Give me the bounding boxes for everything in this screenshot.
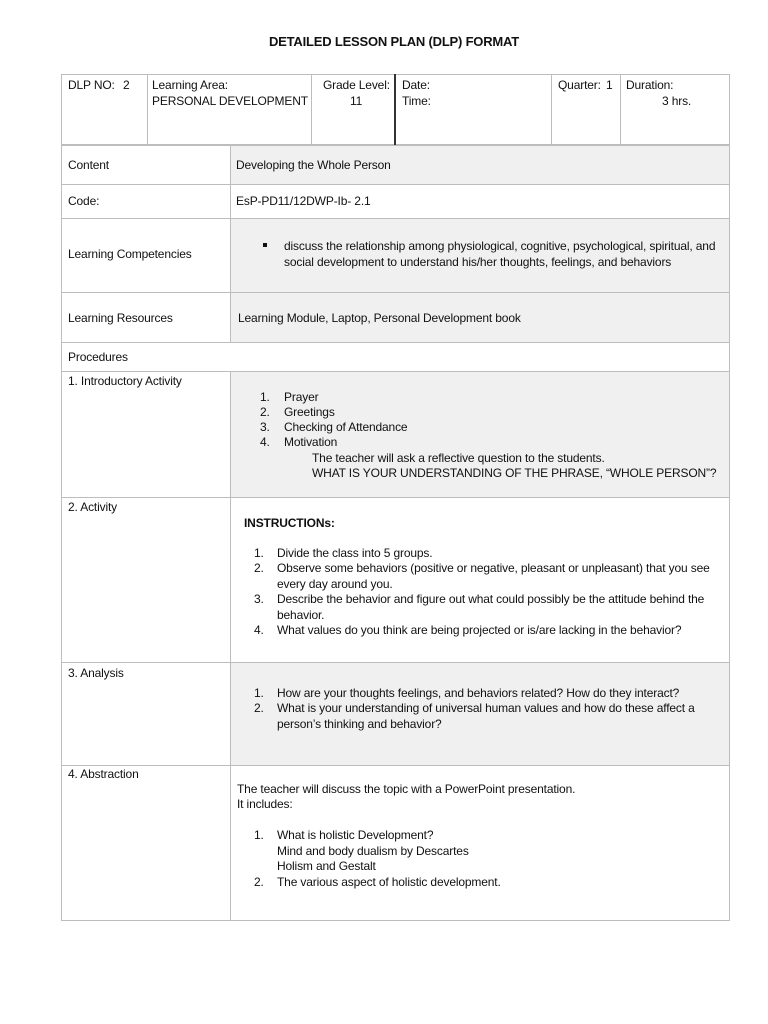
grade-level-value: 11 — [350, 94, 363, 108]
intro-item-num: 3. — [260, 420, 270, 434]
intro-item-num: 4. — [260, 435, 270, 449]
intro-item: Greetings — [284, 405, 335, 419]
abstraction-item: What is holistic Development? — [277, 828, 434, 842]
intro-item: Motivation — [284, 435, 338, 449]
analysis-item: What is your understanding of universal human values and how do these affect a — [277, 701, 695, 715]
abstraction-includes: It includes: — [237, 797, 293, 811]
duration-value: 3 hrs. — [662, 94, 692, 108]
instructions-heading: INSTRUCTIONs: — [244, 516, 335, 530]
quarter-label: Quarter: — [558, 78, 601, 92]
document-title: DETAILED LESSON PLAN (DLP) FORMAT — [268, 34, 520, 49]
abstraction-intro: The teacher will discuss the topic with a PowerPoint presentation. — [237, 782, 576, 796]
date-label: Date: — [402, 78, 430, 92]
activity-item-num: 4. — [254, 623, 264, 637]
activity-item-num: 1. — [254, 546, 264, 560]
analysis-item-num: 2. — [254, 701, 264, 715]
analysis-item: How are your thoughts feelings, and behaviors related? How do they interact? — [277, 686, 680, 700]
activity-item: What values do you think are being projected or is/are lacking in the behavior? — [277, 623, 682, 637]
quarter-value: 1 — [606, 78, 613, 92]
activity-item-num: 2. — [254, 561, 264, 575]
duration-label: Duration: — [626, 78, 674, 92]
code-label: Code: — [68, 194, 100, 208]
intro-item-num: 1. — [260, 390, 270, 404]
activity-item-cont: behavior. — [277, 608, 325, 622]
intro-item-num: 2. — [260, 405, 270, 419]
intro-question: WHAT IS YOUR UNDERSTANDING OF THE PHRASE, “WHOLE PERSON”? — [312, 466, 717, 480]
activity-item: Describe the behavior and figure out what could possibly be the attitude behind the — [277, 592, 705, 606]
abstraction-item-num: 2. — [254, 875, 264, 889]
abstraction-subitem: Holism and Gestalt — [277, 859, 376, 873]
activity-item: Observe some behaviors (positive or negative, pleasant or unpleasant) that you see — [277, 561, 710, 575]
intro-note: The teacher will ask a reflective question to the students. — [312, 451, 605, 465]
competency-line-2: social development to understand his/her thoughts, feelings, and behaviors — [284, 255, 672, 269]
analysis-label: 3. Analysis — [68, 666, 124, 680]
competencies-label: Learning Competencies — [68, 247, 192, 261]
intro-item: Checking of Attendance — [284, 420, 408, 434]
abstraction-subitem: Mind and body dualism by Descartes — [277, 844, 469, 858]
resources-label: Learning Resources — [68, 311, 173, 325]
procedures-label: Procedures — [68, 350, 128, 364]
dlp-no-label: DLP NO: — [68, 78, 115, 92]
learning-area-value: PERSONAL DEVELOPMENT — [152, 94, 308, 108]
time-label: Time: — [402, 94, 431, 108]
competency-line-1: discuss the relationship among physiological, cognitive, psychological, spiritual, and — [284, 239, 716, 253]
activity-item-cont: every day around you. — [277, 577, 393, 591]
abstraction-item-num: 1. — [254, 828, 264, 842]
code-value: EsP-PD11/12DWP-Ib- 2.1 — [236, 194, 371, 208]
dlp-no-value: 2 — [123, 78, 130, 92]
content-value: Developing the Whole Person — [236, 158, 391, 172]
learning-area-label: Learning Area: — [152, 78, 228, 92]
analysis-item-num: 1. — [254, 686, 264, 700]
intro-item: Prayer — [284, 390, 319, 404]
activity-label: 2. Activity — [68, 500, 118, 514]
analysis-item-cont: person’s thinking and behavior? — [277, 717, 442, 731]
bullet-icon — [263, 243, 267, 247]
grade-level-label: Grade Level: — [323, 78, 390, 92]
activity-item-num: 3. — [254, 592, 264, 606]
introductory-label: 1. Introductory Activity — [68, 374, 182, 388]
abstraction-label: 4. Abstraction — [68, 767, 139, 781]
content-label: Content — [68, 158, 109, 172]
activity-item: Divide the class into 5 groups. — [277, 546, 433, 560]
resources-value: Learning Module, Laptop, Personal Development book — [238, 311, 521, 325]
abstraction-item: The various aspect of holistic development. — [277, 875, 501, 889]
